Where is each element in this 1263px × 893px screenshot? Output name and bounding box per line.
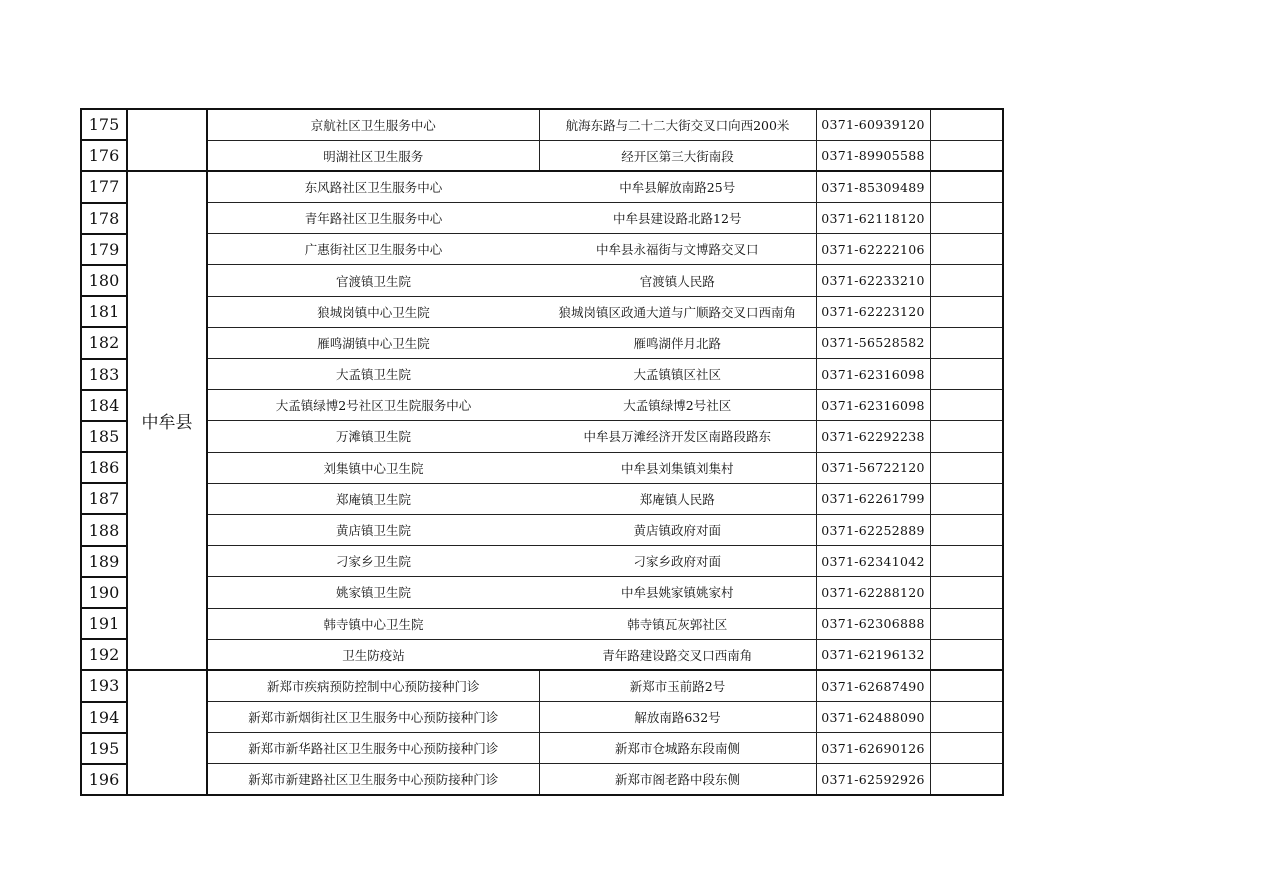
clinic-phone: 0371-85309489 (816, 171, 930, 202)
clinic-name: 新郑市新建路社区卫生服务中心预防接种门诊 (207, 764, 539, 795)
clinic-name: 大孟镇绿博2号社区卫生院服务中心 (207, 390, 539, 421)
clinic-phone: 0371-62223120 (816, 296, 930, 327)
clinic-phone: 0371-56528582 (816, 327, 930, 358)
row-number: 178 (81, 203, 127, 234)
clinic-table-body (81, 109, 1003, 795)
clinic-phone: 0371-62690126 (816, 733, 930, 764)
row-number: 176 (81, 140, 127, 171)
table-row (81, 670, 1003, 701)
row-number: 183 (81, 359, 127, 390)
row-number: 193 (81, 670, 127, 701)
table-row (81, 702, 1003, 733)
row-number: 177 (81, 171, 127, 202)
clinic-name: 新郑市新烟街社区卫生服务中心预防接种门诊 (207, 702, 539, 733)
note-cell (930, 608, 1003, 639)
note-cell (930, 452, 1003, 483)
clinic-address: 大孟镇镇区社区 (539, 359, 816, 390)
clinic-address: 经开区第三大街南段 (539, 140, 816, 171)
table-row (81, 390, 1003, 421)
clinic-name: 青年路社区卫生服务中心 (207, 203, 539, 234)
table-row (81, 140, 1003, 171)
clinic-name: 刁家乡卫生院 (207, 546, 539, 577)
row-number: 182 (81, 327, 127, 358)
clinic-name: 广惠街社区卫生服务中心 (207, 234, 539, 265)
table-row (81, 359, 1003, 390)
clinic-address: 新郑市仓城路东段南侧 (539, 733, 816, 764)
clinic-address: 青年路建设路交叉口西南角 (539, 639, 816, 670)
clinic-name: 东风路社区卫生服务中心 (207, 171, 539, 202)
clinic-name: 刘集镇中心卫生院 (207, 452, 539, 483)
note-cell (930, 140, 1003, 171)
clinic-phone: 0371-62341042 (816, 546, 930, 577)
note-cell (930, 514, 1003, 545)
clinic-name: 卫生防疫站 (207, 639, 539, 670)
row-number: 181 (81, 296, 127, 327)
note-cell (930, 265, 1003, 296)
clinic-name: 黄店镇卫生院 (207, 514, 539, 545)
clinic-phone: 0371-62288120 (816, 577, 930, 608)
row-number: 194 (81, 702, 127, 733)
row-number: 186 (81, 452, 127, 483)
note-cell (930, 546, 1003, 577)
note-cell (930, 639, 1003, 670)
clinic-address: 黄店镇政府对面 (539, 514, 816, 545)
clinic-address: 官渡镇人民路 (539, 265, 816, 296)
row-number: 179 (81, 234, 127, 265)
clinic-address: 中牟县姚家镇姚家村 (539, 577, 816, 608)
clinic-phone: 0371-89905588 (816, 140, 930, 171)
table-row (81, 608, 1003, 639)
note-cell (930, 327, 1003, 358)
clinic-phone: 0371-62306888 (816, 608, 930, 639)
note-cell (930, 171, 1003, 202)
row-number: 188 (81, 514, 127, 545)
region-cell (127, 670, 207, 795)
clinic-phone: 0371-62292238 (816, 421, 930, 452)
table-row (81, 546, 1003, 577)
note-cell (930, 670, 1003, 701)
table-row (81, 203, 1003, 234)
clinic-address: 郑庵镇人民路 (539, 483, 816, 514)
table-row (81, 577, 1003, 608)
table-row (81, 296, 1003, 327)
clinic-address: 新郑市玉前路2号 (539, 670, 816, 701)
clinic-name: 郑庵镇卫生院 (207, 483, 539, 514)
row-number: 190 (81, 577, 127, 608)
clinic-phone: 0371-62118120 (816, 203, 930, 234)
clinic-name: 新郑市新华路社区卫生服务中心预防接种门诊 (207, 733, 539, 764)
clinic-phone: 0371-62316098 (816, 390, 930, 421)
clinic-address: 新郑市阁老路中段东侧 (539, 764, 816, 795)
clinic-address: 中牟县永福街与文博路交叉口 (539, 234, 816, 265)
clinic-phone: 0371-62233210 (816, 265, 930, 296)
note-cell (930, 764, 1003, 795)
row-number: 185 (81, 421, 127, 452)
note-cell (930, 483, 1003, 514)
clinic-name: 狼城岗镇中心卫生院 (207, 296, 539, 327)
note-cell (930, 577, 1003, 608)
clinic-phone: 0371-62316098 (816, 359, 930, 390)
table-row (81, 514, 1003, 545)
clinic-phone: 0371-62252889 (816, 514, 930, 545)
clinic-address: 中牟县刘集镇刘集村 (539, 452, 816, 483)
clinic-address: 雁鸣湖伴月北路 (539, 327, 816, 358)
table-row (81, 764, 1003, 795)
row-number: 191 (81, 608, 127, 639)
table-row (81, 109, 1003, 140)
clinic-name: 大孟镇卫生院 (207, 359, 539, 390)
table-row (81, 265, 1003, 296)
row-number: 187 (81, 483, 127, 514)
table-row (81, 327, 1003, 358)
clinic-address: 中牟县解放南路25号 (539, 171, 816, 202)
note-cell (930, 702, 1003, 733)
clinic-phone: 0371-62222106 (816, 234, 930, 265)
table-row (81, 171, 1003, 202)
note-cell (930, 109, 1003, 140)
row-number: 180 (81, 265, 127, 296)
clinic-name: 万滩镇卫生院 (207, 421, 539, 452)
clinic-phone: 0371-56722120 (816, 452, 930, 483)
clinic-name: 京航社区卫生服务中心 (207, 109, 539, 140)
clinic-name: 姚家镇卫生院 (207, 577, 539, 608)
clinic-phone: 0371-62687490 (816, 670, 930, 701)
note-cell (930, 390, 1003, 421)
note-cell (930, 203, 1003, 234)
clinic-phone: 0371-62261799 (816, 483, 930, 514)
clinic-address: 中牟县万滩经济开发区南路段路东 (539, 421, 816, 452)
clinic-address: 大孟镇绿博2号社区 (539, 390, 816, 421)
clinic-address: 航海东路与二十二大街交叉口向西200米 (539, 109, 816, 140)
note-cell (930, 234, 1003, 265)
clinic-phone: 0371-62488090 (816, 702, 930, 733)
clinic-address: 韩寺镇瓦灰郭社区 (539, 608, 816, 639)
row-number: 196 (81, 764, 127, 795)
row-number: 192 (81, 639, 127, 670)
region-cell: 中牟县 (127, 171, 207, 670)
table-row (81, 452, 1003, 483)
note-cell (930, 421, 1003, 452)
clinic-address: 狼城岗镇区政通大道与广顺路交叉口西南角 (539, 296, 816, 327)
clinic-address: 刁家乡政府对面 (539, 546, 816, 577)
clinic-address: 中牟县建设路北路12号 (539, 203, 816, 234)
table-row (81, 234, 1003, 265)
table-row (81, 483, 1003, 514)
note-cell (930, 296, 1003, 327)
clinic-table (80, 108, 1004, 796)
table-row (81, 639, 1003, 670)
row-number: 184 (81, 390, 127, 421)
clinic-address: 解放南路632号 (539, 702, 816, 733)
table-row (81, 421, 1003, 452)
clinic-name: 雁鸣湖镇中心卫生院 (207, 327, 539, 358)
clinic-name: 官渡镇卫生院 (207, 265, 539, 296)
row-number: 175 (81, 109, 127, 140)
clinic-phone: 0371-60939120 (816, 109, 930, 140)
clinic-name: 韩寺镇中心卫生院 (207, 608, 539, 639)
row-number: 189 (81, 546, 127, 577)
region-cell (127, 109, 207, 171)
clinic-phone: 0371-62196132 (816, 639, 930, 670)
row-number: 195 (81, 733, 127, 764)
note-cell (930, 733, 1003, 764)
note-cell (930, 359, 1003, 390)
table-row (81, 733, 1003, 764)
clinic-name: 明湖社区卫生服务 (207, 140, 539, 171)
clinic-name: 新郑市疾病预防控制中心预防接种门诊 (207, 670, 539, 701)
clinic-phone: 0371-62592926 (816, 764, 930, 795)
